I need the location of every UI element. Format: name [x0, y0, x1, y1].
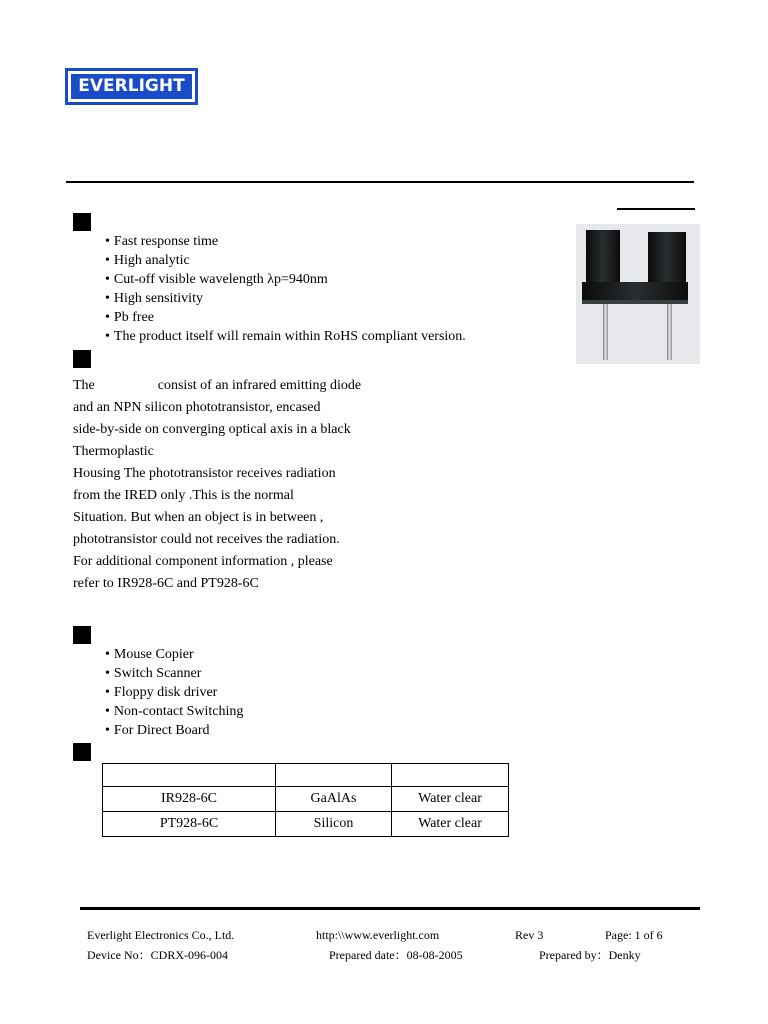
- description-line: from the IRED only .This is the normal: [73, 488, 294, 503]
- description-line: phototransistor could not receives the radiation.: [73, 532, 340, 547]
- section-marker-features: [73, 213, 91, 231]
- table-header-cell: [392, 764, 509, 787]
- footer-page-number: Page: 1 of 6: [605, 928, 663, 942]
- table-cell: Water clear: [392, 787, 509, 812]
- table-header-cell: [103, 764, 276, 787]
- list-item: • The product itself will remain within RoHS compliant version.: [105, 327, 466, 346]
- description-line: side-by-side on converging optical axis in a black: [73, 422, 351, 437]
- table-row: [103, 787, 509, 812]
- list-item: • High analytic: [105, 251, 466, 270]
- short-divider: [617, 208, 695, 210]
- description-text: [73, 375, 403, 595]
- features-list: [105, 232, 466, 346]
- materials-table: [102, 763, 509, 837]
- table-header-cell: [276, 764, 392, 787]
- list-item: • Pb free: [105, 308, 466, 327]
- table-cell: Water clear: [392, 812, 509, 837]
- description-line: Situation. But when an object is in between ,: [73, 510, 324, 525]
- table-row: [103, 812, 509, 837]
- description-line: Thermoplastic: [73, 444, 154, 459]
- footer-url-link[interactable]: http:\\www.everlight.com: [316, 928, 440, 942]
- table-cell: PT928-6C: [103, 812, 276, 837]
- header-divider: [66, 181, 694, 183]
- list-item: • For Direct Board: [105, 721, 243, 740]
- list-item: • Non-contact Switching: [105, 702, 243, 721]
- description-line: The consist of an infrared emitting diode: [73, 378, 362, 393]
- everlight-logo: [65, 68, 198, 105]
- footer-device-number: Device No：CDRX-096-004: [87, 948, 228, 962]
- section-marker-applications: [73, 626, 91, 644]
- list-item: • High sensitivity: [105, 289, 466, 308]
- footer-revision: Rev 3: [515, 928, 544, 942]
- description-line: and an NPN silicon phototransistor, encased: [73, 400, 321, 415]
- list-item: • Floppy disk driver: [105, 683, 243, 702]
- footer-company: Everlight Electronics Co., Ltd.: [87, 928, 235, 942]
- table-cell: IR928-6C: [103, 787, 276, 812]
- footer-prepared-by: Prepared by：Denky: [539, 948, 641, 962]
- section-marker-materials: [73, 743, 91, 761]
- footer-divider: [80, 907, 700, 910]
- table-cell: GaAlAs: [276, 787, 392, 812]
- table-header-row: [103, 764, 509, 787]
- list-item: • Switch Scanner: [105, 664, 243, 683]
- table-cell: Silicon: [276, 812, 392, 837]
- logo-text: EVERLIGHT: [71, 74, 192, 99]
- description-line: refer to IR928-6C and PT928-6C: [73, 576, 259, 591]
- description-line: For additional component information , please: [73, 554, 333, 569]
- list-item: • Mouse Copier: [105, 645, 243, 664]
- applications-list: [105, 645, 243, 740]
- product-photo: [576, 224, 700, 364]
- list-item: • Cut-off visible wavelength λp=940nm: [105, 270, 466, 289]
- section-marker-description: [73, 350, 91, 368]
- footer-prepared-date: Prepared date：08-08-2005: [329, 948, 463, 962]
- photo-interrupter-illustration: [576, 224, 700, 364]
- description-line: Housing The phototransistor receives radiation: [73, 466, 336, 481]
- list-item: • Fast response time: [105, 232, 466, 251]
